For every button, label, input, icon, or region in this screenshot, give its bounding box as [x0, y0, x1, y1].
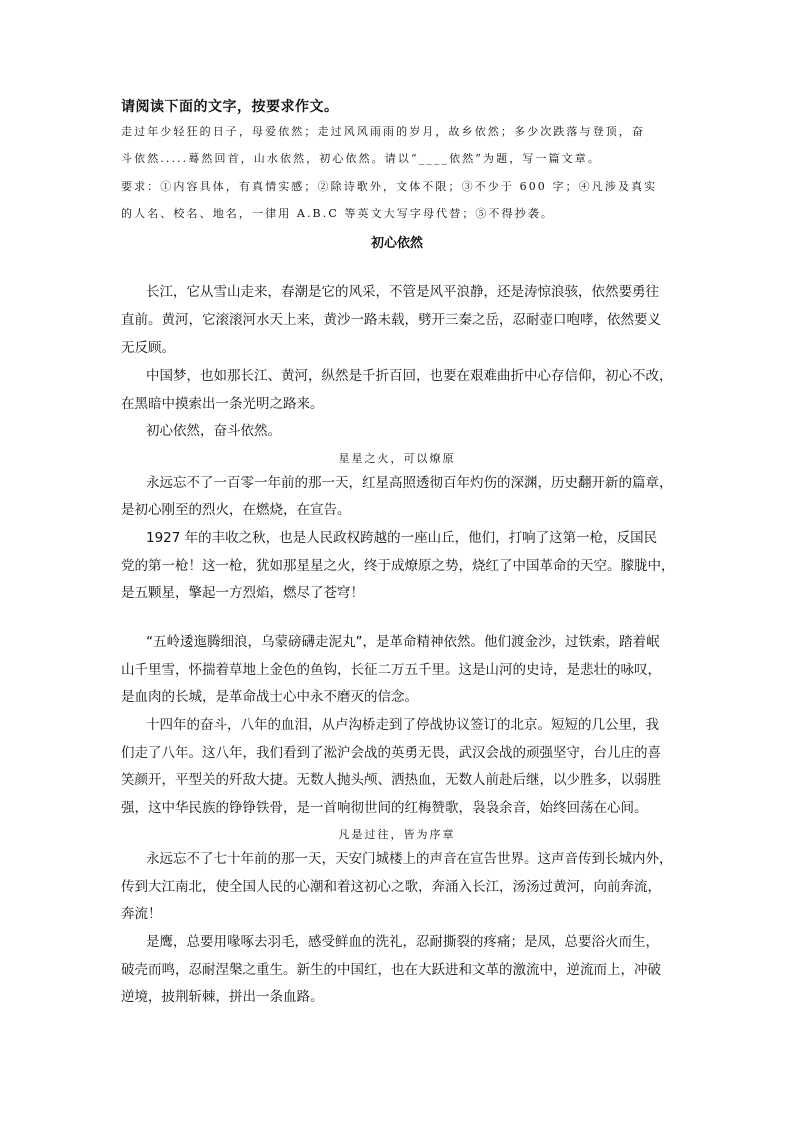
instruction-title: 请阅读下面的文字，按要求作文。 — [121, 99, 339, 115]
essay-line: 党的第一枪！这一枪，犹如那星星之火，终于成燎原之势，烧红了中国革命的天空。朦胧中， — [121, 558, 675, 574]
essay-line: 永远忘不了七十年前的那一天，天安门城楼上的声音在宣告世界。这声音传到长城内外， — [146, 851, 673, 867]
essay-line: 笑颜开，平型关的歼敌大捷。无数人抛头颅、洒热血，无数人前赴后继，以少胜多，以弱胜 — [121, 772, 661, 788]
essay-line: 是鹰，总要用喙啄去羽毛，感受鲜血的洗礼，忍耐撕裂的疼痛；是凤，总要浴火而生， — [146, 934, 659, 950]
essay-line: 长江，它从雪山走来，春潮是它的风采，不管是风平浪静，还是涛惊浪骇，依然要勇往 — [146, 284, 659, 300]
essay-line: 1927 年的丰收之秋，也是人民政权跨越的一座山丘，他们，打响了这第一枪，反国民 — [146, 530, 658, 546]
essay-line: 强，这中华民族的铮铮铁骨，是一首响彻世间的红梅赞歌，袅袅余音，始终回荡在心间。 — [121, 800, 648, 816]
prompt-line-2: 斗依然.....蓦然回首，山水依然，初心依然。请以“____依然”为题，写一篇文章。 — [121, 152, 601, 165]
essay-line: 传到大江南北，使全国人民的心潮和着这初心之歌，奔涌入长江，汤汤过黄河，向前奔流， — [121, 879, 661, 895]
essay-line: 中国梦，也如那长江、黄河，纵然是千折百回，也要在艰难曲折中心存信仰，初心不改， — [146, 368, 673, 384]
essay-line: 是血肉的长城，是革命战士心中永不磨灭的信念。 — [121, 689, 418, 705]
essay-line: 初心依然，奋斗依然。 — [146, 423, 281, 439]
essay-line: 是五颗星，擎起一方烈焰，燃尽了苍穹！ — [121, 585, 364, 601]
subheading: 星星之火，可以燎原 — [338, 452, 456, 465]
essay-line: 们走了八年。这八年，我们看到了淞沪会战的英勇无畏，武汉会战的顽强坚守，台儿庄的喜 — [121, 745, 661, 761]
essay-line: 直前。黄河，它滚滚河水天上来，黄沙一路未载，劈开三秦之岳，忍耐壶口咆哮，依然要义 — [121, 312, 661, 328]
requirements-line-2: 的人名、校名、地名，一律用 A.B.C 等英文大写字母代替；⑤不得抄袭。 — [121, 207, 555, 220]
essay-title: 初心依然 — [370, 236, 423, 251]
essay-line: 十四年的奋斗，八年的血泪，从卢沟桥走到了停战协议签订的北京。短短的几公里，我 — [146, 717, 659, 733]
essay-line: 无反顾。 — [121, 340, 175, 356]
essay-line: “五岭逶迤腾细浪，乌蒙磅礴走泥丸”，是革命精神依然。他们渡金沙，过铁索，踏着岷 — [146, 634, 660, 650]
essay-line: 永远忘不了一百零一年前的那一天，红星高照透彻百年灼伤的深渊，历史翻开新的篇章， — [146, 475, 673, 491]
essay-line: 山千里雪，怀揣着草地上金色的鱼钩，长征二万五千里。这是山河的史诗，是悲壮的咏叹， — [121, 662, 661, 678]
essay-line: 在黑暗中摸索出一条光明之路来。 — [121, 396, 324, 412]
prompt-line-1: 走过年少轻狂的日子，母爱依然；走过风风雨雨的岁月，故乡依然；多少次跌落与登顶，奋 — [121, 125, 645, 138]
requirements-line-1: 要求：①内容具体，有真情实感；②除诗歌外，文体不限；③不少于 600 字；④凡涉及真实 — [121, 180, 658, 193]
subheading: 凡是过往，皆为序章 — [338, 828, 456, 841]
essay-line: 逆境，披荆斩棘，拼出一条血路。 — [121, 989, 324, 1005]
essay-line: 奔流！ — [121, 906, 162, 922]
essay-line: 破壳而鸣，忍耐涅槃之重生。新生的中国红，也在大跃进和文革的激流中，逆流而上，冲破 — [121, 962, 661, 978]
essay-line: 是初心刚至的烈火，在燃烧，在宣告。 — [121, 502, 351, 518]
